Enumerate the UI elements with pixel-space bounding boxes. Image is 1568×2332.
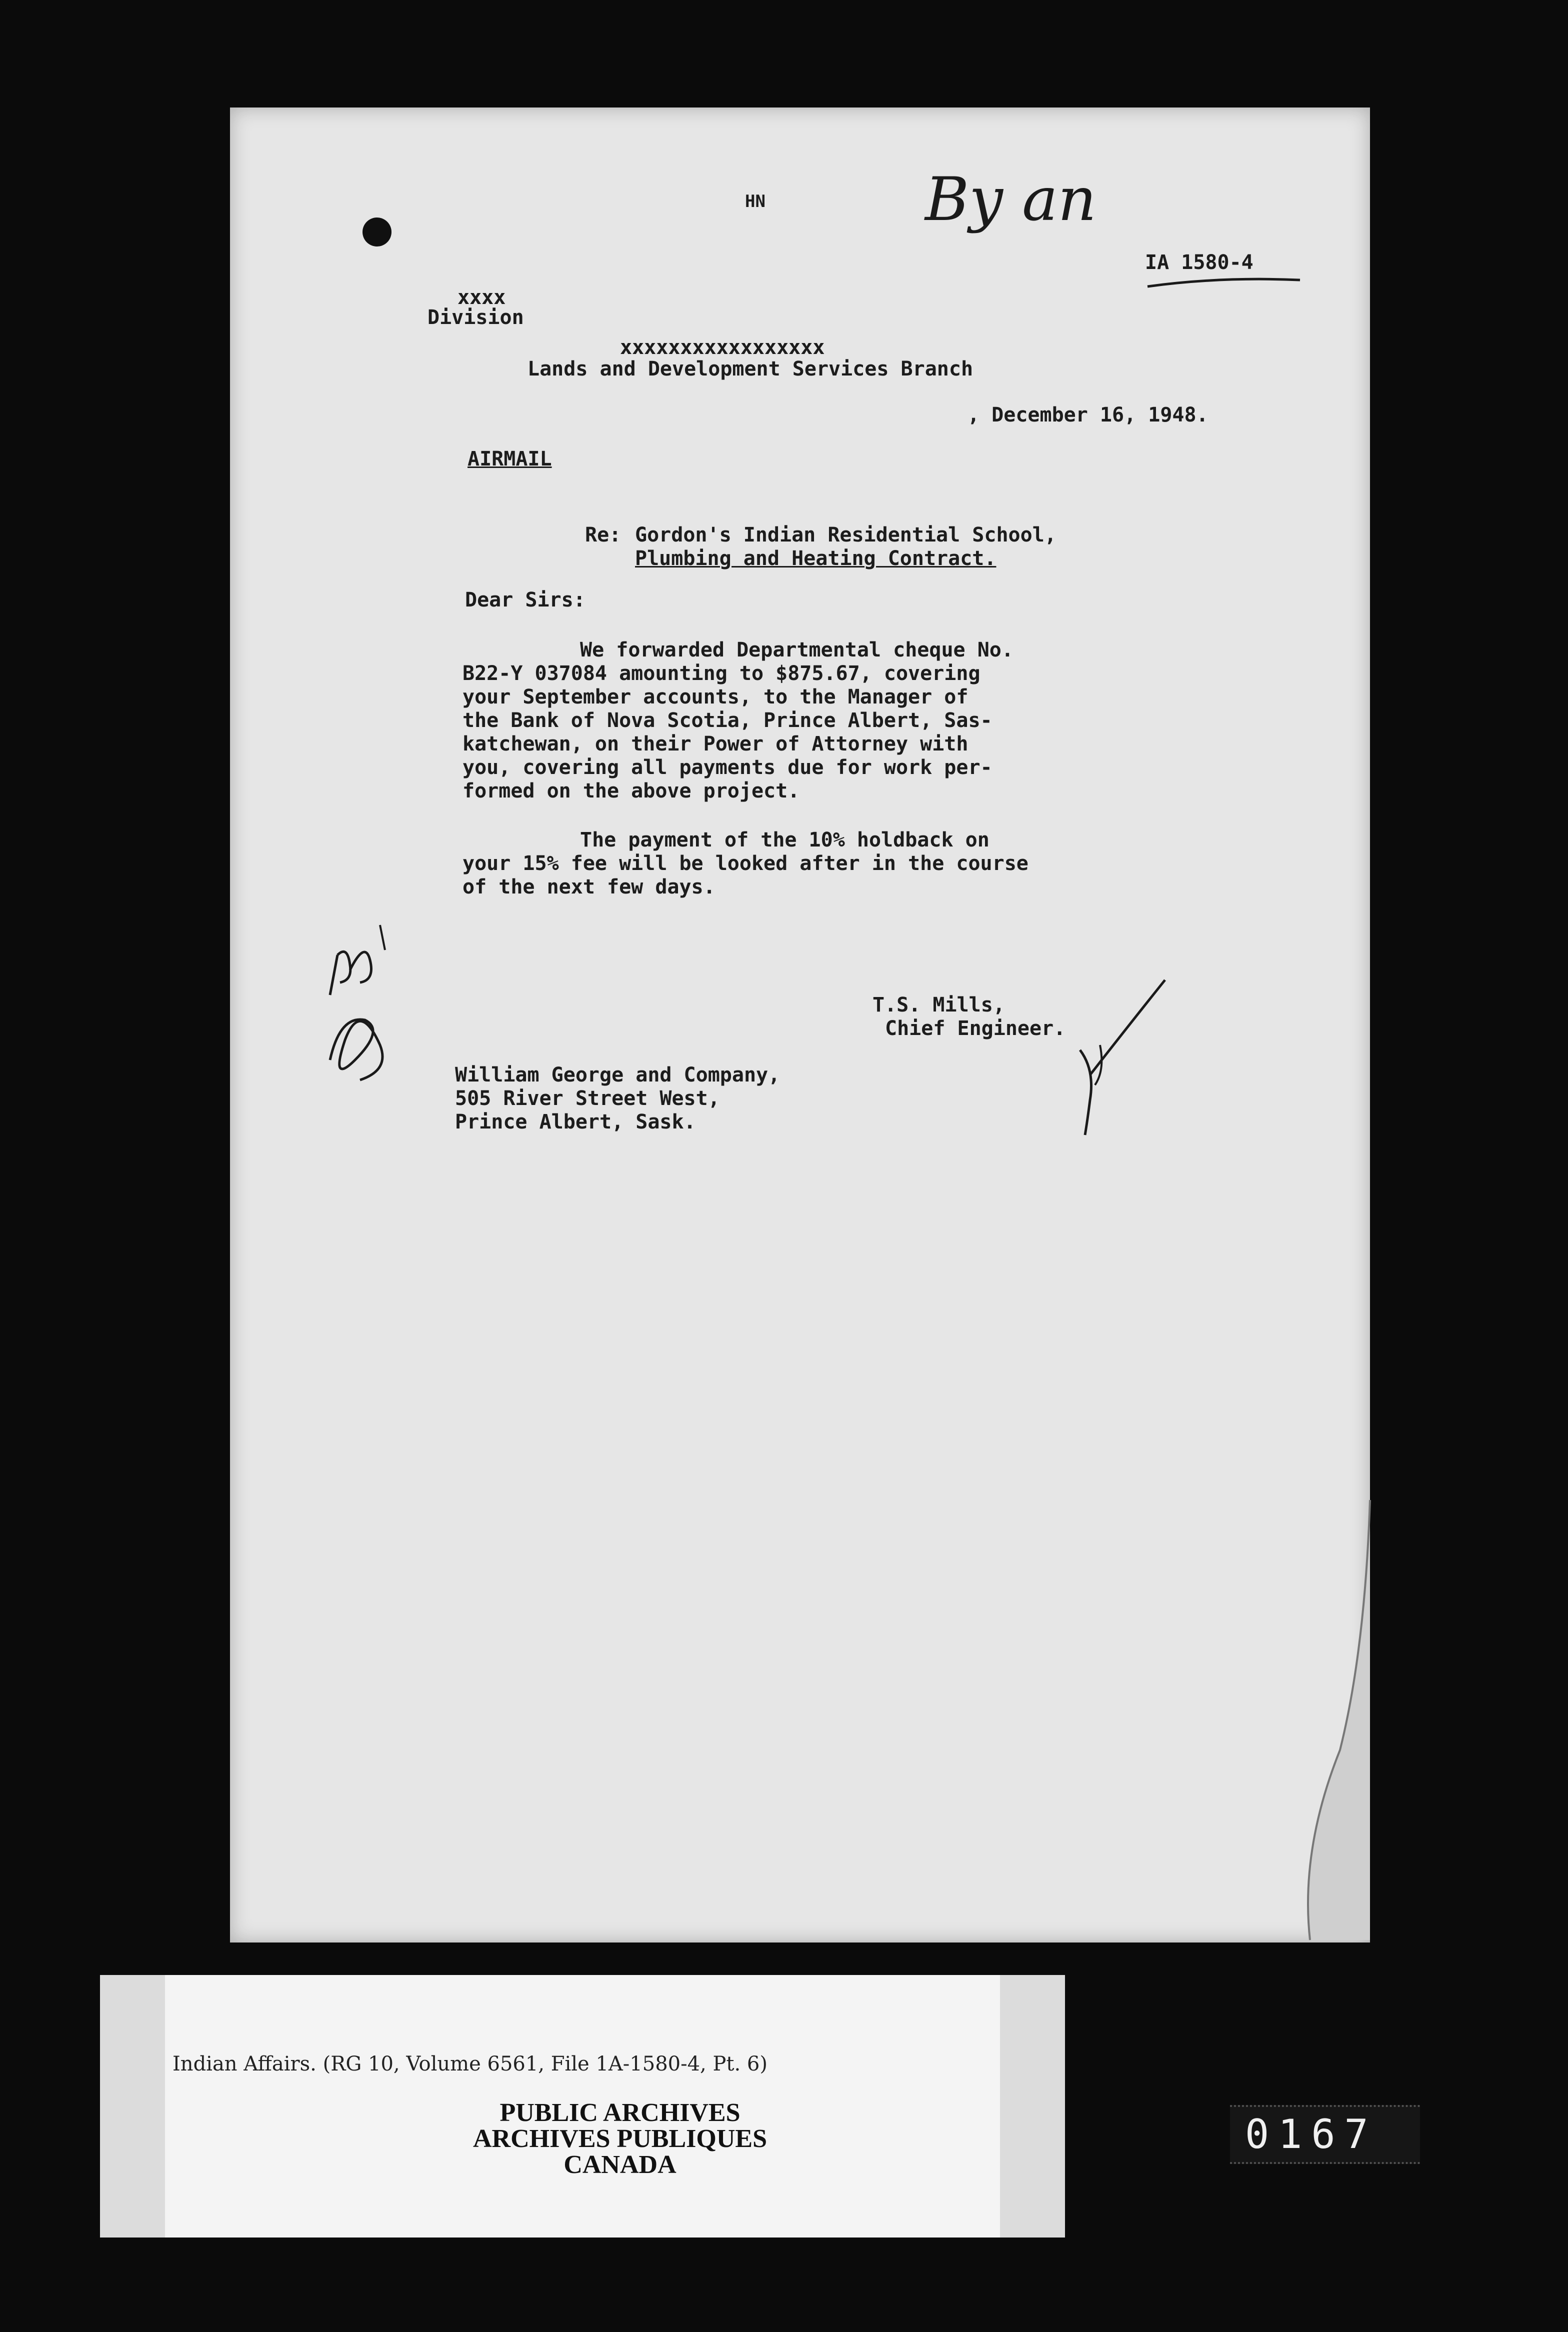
paragraph-line: B22-Y 037084 amounting to $875.67, covering	[462, 662, 980, 685]
paragraph-line: your 15% fee will be looked after in the course	[462, 852, 1028, 875]
paragraph-line: We forwarded Departmental cheque No.	[580, 638, 1014, 662]
subject-line-1: Gordon's Indian Residential School,	[635, 524, 1056, 546]
signer-name: T.S. Mills,	[872, 994, 1005, 1016]
division-struck: xxxx	[458, 286, 506, 309]
archive-stamp-line-2: ARCHIVES PUBLIQUES	[472, 2124, 768, 2153]
paragraph-line: katchewan, on their Power of Attorney with	[462, 732, 968, 756]
division-label: Division	[428, 306, 524, 329]
typist-initials: HN	[745, 192, 766, 212]
paragraph-line: the Bank of Nova Scotia, Prince Albert, Sas-	[462, 709, 992, 732]
file-reference: IA 1580-4	[1145, 251, 1254, 274]
signer-title: Chief Engineer.	[885, 1017, 1066, 1040]
archive-stamp	[220, 2100, 1020, 2178]
paragraph-line: you, covering all payments due for work per-	[462, 756, 992, 779]
paragraph-line: formed on the above project.	[462, 780, 800, 802]
margin-initials-scribble	[310, 895, 410, 1105]
handwritten-annotation: By an	[925, 165, 1096, 234]
paragraph-line: of the next few days.	[462, 876, 716, 898]
salutation: Dear Sirs:	[465, 588, 586, 612]
delivery-method: AIRMAIL	[468, 448, 552, 470]
recipient-line-2: 505 River Street West,	[455, 1087, 720, 1110]
branch-name: Lands and Development Services Branch	[528, 358, 974, 380]
signature-checkmark	[1065, 970, 1185, 1145]
recipient-line-1: William George and Company,	[455, 1064, 780, 1086]
subject-line-2: Plumbing and Heating Contract.	[635, 547, 996, 570]
archive-citation: Indian Affairs. (RG 10, Volume 6561, File 1A-1580-4, Pt. 6)	[172, 2052, 768, 2076]
recipient-line-3: Prince Albert, Sask.	[455, 1110, 696, 1134]
paragraph-line: your September accounts, to the Manager of	[462, 686, 968, 708]
branch-struck: xxxxxxxxxxxxxxxxx	[620, 336, 825, 359]
letter-date: , December 16, 1948.	[968, 404, 1208, 426]
paragraph-line: The payment of the 10% holdback on	[580, 828, 990, 852]
archive-stamp-line-3: CANADA	[564, 2150, 676, 2179]
frame-number-strip	[1230, 2105, 1420, 2164]
hole-punch	[362, 218, 392, 246]
re-label: Re:	[585, 524, 622, 546]
page-curl	[1280, 1500, 1380, 1950]
archive-stamp-line-1: PUBLIC ARCHIVES	[500, 2098, 740, 2127]
frame-number: 0167	[1245, 2111, 1378, 2158]
file-ref-underline	[1145, 274, 1305, 289]
